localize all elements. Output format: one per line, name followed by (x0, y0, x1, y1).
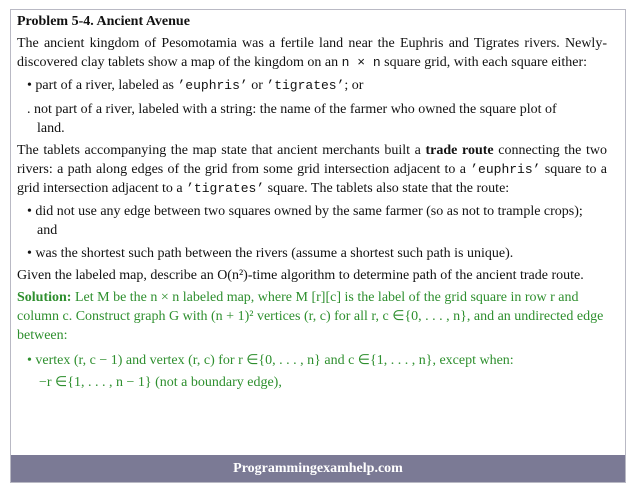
tigrates-label: ’tigrates’ (266, 78, 345, 93)
list1-item1-post: ; or (344, 78, 364, 93)
para2-c: square to a grid intersection adjacent to a (17, 162, 607, 196)
list1-item1 (17, 76, 607, 95)
solution-label: Solution: (17, 290, 72, 305)
trade-route-term: trade route (425, 143, 494, 158)
intro-text-b: square grid, with each square either: (380, 55, 588, 70)
problem-title: Problem 5-4. Ancient Avenue (17, 14, 190, 29)
bullet-dot: • (27, 246, 32, 261)
intro-text-a: The ancient kingdom of Pesomotamia was a fertile land near the Euphris and Tigrates rivers. Newly- discovered clay tablets show a map of the kingdom on an (17, 36, 607, 70)
euphris-label-2: ’euphris’ (470, 162, 541, 177)
bullet-dot: • (27, 353, 32, 368)
para2-d: square. The tablets also state that the route: (264, 181, 510, 196)
intro-paragraph (17, 34, 607, 72)
para2-b: connecting the two rivers: a path along edges of the grid from some grid intersection adjacent to a (17, 143, 607, 177)
bullet-dot: • (27, 204, 32, 219)
solution-text: Let M be the n × n labeled map, where M [r][c] is the label of the grid square in row r and column c. Construct graph G with (n + 1)² vertices (r, c) for all r, c ∈{0, . . . , n}, and an undirected edge between: (17, 290, 604, 343)
list1-item1-pre: part of a river, labeled as (35, 78, 178, 93)
list2-item1-text: did not use any edge between two squares owned by the same farmer (so as not to trample crops); (35, 204, 583, 219)
n-by-n: n × n (341, 55, 381, 70)
solution-bullet1-text: vertex (r, c − 1) and vertex (r, c) for r ∈{0, . . . , n} and c ∈{1, . . . , n}, except when: (35, 353, 514, 368)
para2 (17, 141, 607, 198)
para2-a: The tablets accompanying the map state that ancient merchants built a (17, 143, 426, 158)
solution-paragraph (17, 288, 607, 345)
solution-sub1: −r ∈{1, . . . , n − 1} (not a boundary edge), (39, 375, 282, 390)
list1-item2-cont: land. (37, 121, 65, 136)
bullet-dot: • (27, 78, 32, 93)
euphris-label: ’euphris’ (177, 78, 248, 93)
slide-content (17, 12, 607, 392)
solution-bullet1 (17, 351, 607, 370)
list2-item2-text: was the shortest such path between the rivers (assume a shortest such path is unique). (35, 246, 514, 261)
tigrates-label-2: ’tigrates’ (186, 181, 265, 196)
list1-item2-text: . not part of a river, labeled with a string: the name of the farmer who owned the square plot of (27, 102, 557, 117)
list1-or: or (247, 78, 267, 93)
para3: Given the labeled map, describe an O(n²)-time algorithm to determine path of the ancient trade route. (17, 268, 584, 283)
list2-item1 (17, 202, 607, 221)
footer-banner: Programmingexamhelp.com (11, 455, 625, 482)
list2-item2 (17, 244, 607, 263)
list1-item2 (17, 100, 607, 119)
list2-item1-cont: and (37, 223, 58, 238)
